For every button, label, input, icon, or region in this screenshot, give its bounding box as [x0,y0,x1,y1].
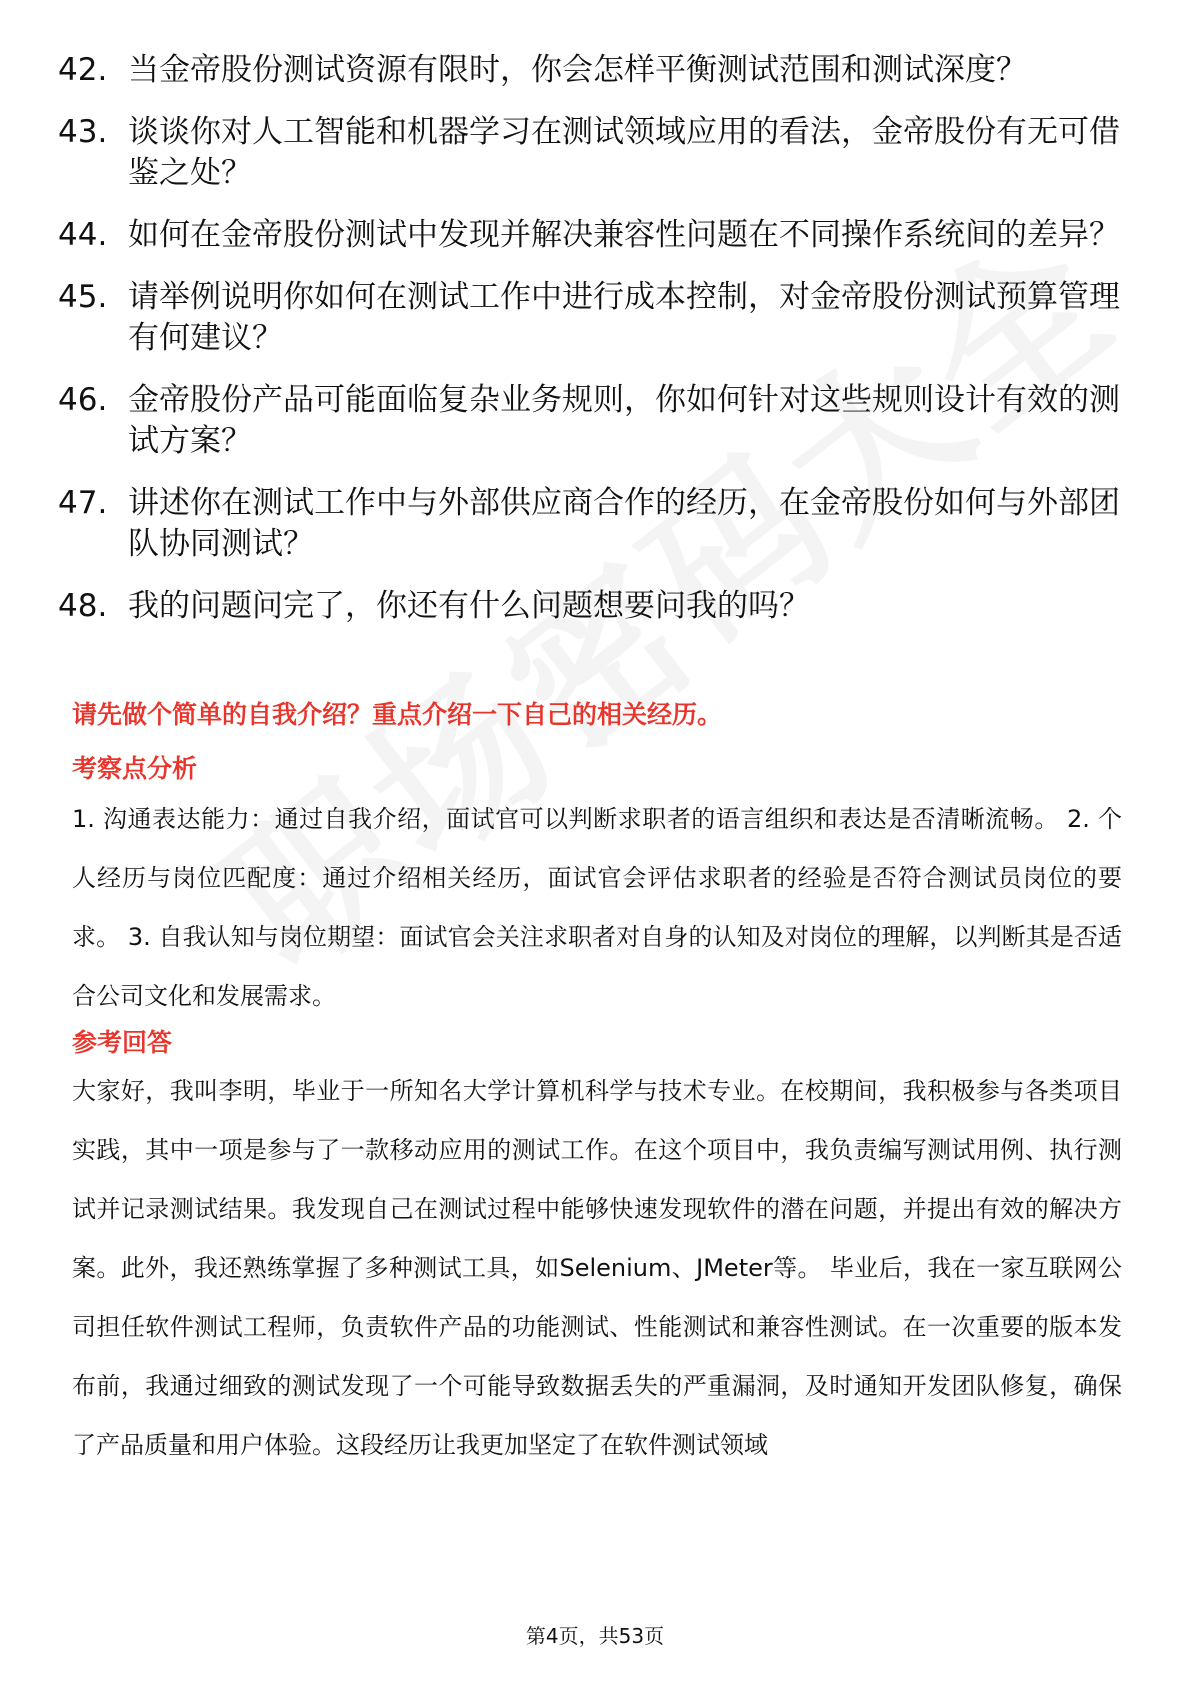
question-list [58,50,1128,648]
analysis-paragraph: 1. 沟通表达能力：通过自我介绍，面试官可以判断求职者的语言组织和表达是否清晰流畅。 2. 个人经历与岗位匹配度：通过介绍相关经历，面试官会评估求职者的经验是否符合测试员岗位的要求。 3. 自我认知与岗位期望：面试官会关注求职者对自身的认知及对岗位的理解，以判断其是否适合公司文化和发展需求。 [72,805,1122,1010]
page-number: 第4页，共53页 [525,1624,665,1648]
list-item [58,50,1128,91]
question-number: 44. [58,217,108,253]
list-item [58,380,1128,462]
question-text: 谈谈你对人工智能和机器学习在测试领域应用的看法，金帝股份有无可借鉴之处？ [128,114,1120,191]
question-number: 42. [58,52,108,88]
intro-question-heading: 请先做个简单的自我介绍？重点介绍一下自己的相关经历。 [72,700,723,729]
question-number: 48. [58,588,108,624]
answer-heading: 参考回答 [72,1028,173,1057]
list-item [58,215,1128,256]
question-text: 我的问题问完了，你还有什么问题想要问我的吗？ [128,588,810,624]
answer-section [72,1026,1122,1475]
list-item [58,586,1128,627]
analysis-heading: 考察点分析 [72,754,198,783]
question-number: 45. [58,279,108,315]
question-text: 如何在金帝股份测试中发现并解决兼容性问题在不同操作系统间的差异？ [128,217,1120,253]
list-item [58,483,1128,565]
list-item [58,112,1128,194]
intro-question-section [72,698,1122,732]
question-number: 46. [58,382,108,418]
question-text: 请举例说明你如何在测试工作中进行成本控制，对金帝股份测试预算管理有何建议？ [128,279,1120,356]
list-item [58,277,1128,359]
question-text: 金帝股份产品可能面临复杂业务规则，你如何针对这些规则设计有效的测试方案？ [128,382,1120,459]
question-number: 43. [58,114,108,150]
question-text: 讲述你在测试工作中与外部供应商合作的经历，在金帝股份如何与外部团队协同测试？ [128,485,1120,562]
question-text: 当金帝股份测试资源有限时，你会怎样平衡测试范围和测试深度？ [128,52,1027,88]
answer-paragraph: 大家好，我叫李明，毕业于一所知名大学计算机科学与技术专业。在校期间，我积极参与各类项目实践，其中一项是参与了一款移动应用的测试工作。在这个项目中，我负责编写测试用例、执行测试并记录测试结果。我发现自己在测试过程中能够快速发现软件的潜在问题，并提出有效的解决方案。此外，我还熟练掌握了多种测试工具，如Selenium、JMeter等。 毕业后，我在一家互联网公司担任软件测试工程师，负责软件产品的功能测试、性能测试和兼容性测试。在一次重要的版本发布前，我通过细致的测试发现了一个可能导致数据丢失的严重漏洞，及时通知开发团队修复，确保了产品质量和用户体验。这段经历让我更加坚定了在软件测试领域 [72,1077,1122,1459]
question-number: 47. [58,485,108,521]
analysis-section [72,752,1122,1026]
